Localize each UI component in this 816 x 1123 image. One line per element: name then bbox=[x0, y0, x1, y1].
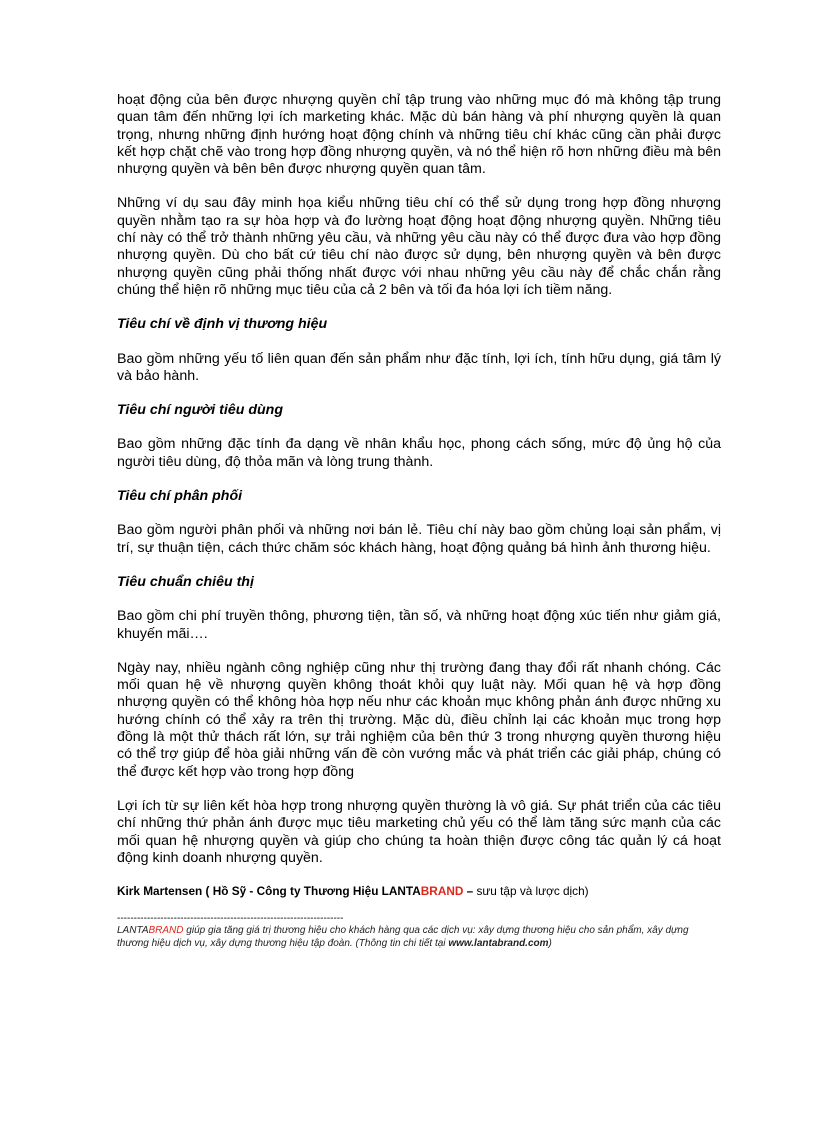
paragraph-consumer: Bao gồm những đặc tính đa dạng về nhân khẩu học, phong cách sống, mức độ ủng hộ của người tiêu dùng, độ thỏa mãn và lòng trung thành. bbox=[117, 436, 721, 470]
document-page bbox=[117, 92, 721, 950]
footer-close: ) bbox=[548, 937, 552, 949]
footer-url-link[interactable]: www.lantabrand.com bbox=[448, 937, 549, 949]
byline-suffix: sưu tập và lược dịch) bbox=[473, 884, 589, 899]
paragraph-brand-positioning: Bao gồm những yếu tố liên quan đến sản phẩm như đặc tính, lợi ích, tính hữu dụng, giá tâm lý và bảo hành. bbox=[117, 350, 721, 384]
author-byline bbox=[117, 884, 721, 899]
footer-brand-red: BRAND bbox=[148, 925, 184, 937]
byline-dash: – bbox=[463, 884, 474, 899]
paragraph-distribution: Bao gồm người phân phối và những nơi bán lẻ. Tiêu chí này bao gồm chủng loại sản phẩm, vị trí, sự thuận tiện, cách thức chăm sóc khách hàng, hoạt động quảng bá hình ảnh thương hiệu. bbox=[117, 522, 721, 556]
paragraph-intro-continued: hoạt động của bên được nhượng quyền chỉ tập trung vào những mục đó mà không tập trung quan tâm đến những lợi ích marketing khác. Mặc dù bán hàng và phí nhượng quyền là quan trọng, nhưng những định hướng hoạt động chính và những tiêu chí khác cũng cần phải được kết hợp chặt chẽ vào trong hợp đồng nhượng quyền, và nó thể hiện rõ hơn những điều mà bên nhượng quyền và bên bên được nhượng quyền quan tâm. bbox=[117, 92, 721, 178]
paragraph-benefits: Lợi ích từ sự liên kết hòa hợp trong nhượng quyền thường là vô giá. Sự phát triển của các tiêu chí những thứ phản ánh được mục tiêu marketing chủ yếu có thể làm tăng sức mạnh của các mối quan hệ nhượng quyền và giúp cho chúng ta hoàn thiện được công tác quản lý cá hoạt động kinh doanh nhượng quyền. bbox=[117, 797, 721, 866]
heading-consumer: Tiêu chí người tiêu dùng bbox=[117, 402, 283, 419]
footer-text: giúp gia tăng giá trị thương hiệu cho khách hàng qua các dịch vụ: xây dựng thương hiệu cho sản phẩm, xây dựng thương hiệu dịch vụ, xây dựng thương hiệu tập đoàn. (Thông tin chi tiết tại bbox=[117, 925, 689, 949]
paragraph-promotion: Bao gồm chi phí truyền thông, phương tiện, tần số, và những hoạt động xúc tiến như giảm giá, khuyến mãi…. bbox=[117, 608, 721, 642]
heading-distribution: Tiêu chí phân phối bbox=[117, 488, 243, 505]
byline-author: Kirk Martensen ( Hồ Sỹ - Công ty Thương Hiệu LANTA bbox=[117, 884, 421, 899]
paragraph-examples: Những ví dụ sau đây minh họa kiểu những tiêu chí có thể sử dụng trong hợp đồng nhượng quyền nhằm tạo ra sự hòa hợp và đo lường hoạt động hoạt động nhượng quyền. Những tiêu chí này có thể trở thành những yêu cầu, và những yêu cầu này có thể được đưa vào hợp đồng nhượng quyền. Dù cho bất cứ tiêu chí nào được sử dụng, bên nhượng quyền và bên được nhượng quyền cũng phải thống nhất được với nhau những yêu cầu này để chắc chắn rằng chúng thể hiện rõ những mục tiêu của cả 2 bên và tối đa hóa lợi ích tiềm năng. bbox=[117, 195, 721, 298]
paragraph-industry-change: Ngày nay, nhiều ngành công nghiệp cũng như thị trường đang thay đổi rất nhanh chóng. Các mối quan hệ về nhượng quyền không thoát khỏi quy luật này. Mối quan hệ và hợp đồng nhượng quyền có thể không hòa hợp nếu như các khoản mục không phản ánh được những xu hướng chính có thể xảy ra trên thị trường. Mặc dù, điều chỉnh lại các khoản mục trong hợp đồng là một thử thách rất lớn, sự trải nghiệm của bên thứ 3 trong nhượng quyền thương hiệu có thể trợ giúp để hòa giải những vấn đề còn vướng mắc và phát triển các giải pháp, chúng có thể được kết hợp vào trong hợp đồng bbox=[117, 659, 721, 780]
heading-promotion: Tiêu chuẩn chiêu thị bbox=[117, 573, 254, 590]
heading-brand-positioning: Tiêu chí về định vị thương hiệu bbox=[117, 316, 328, 333]
footer-brand-black: LANTA bbox=[117, 925, 149, 937]
footer-note bbox=[117, 925, 721, 950]
byline-brand-red: BRAND bbox=[420, 884, 464, 899]
footer-divider: -------------------------------------------------------------------- bbox=[117, 913, 344, 925]
